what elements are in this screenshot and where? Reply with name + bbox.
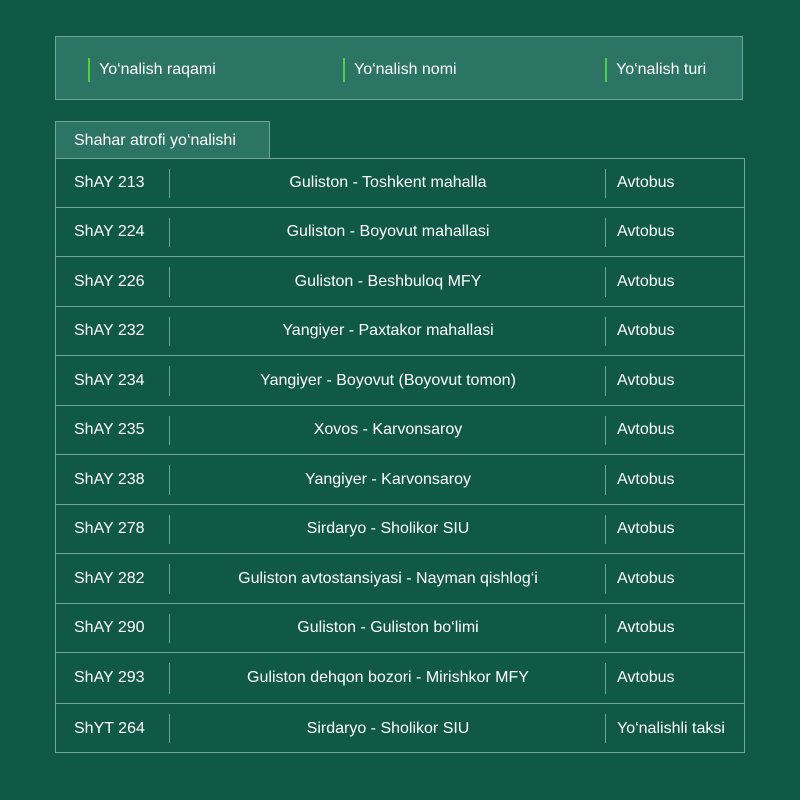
route-type: Avtobus [617,272,675,290]
column-divider [169,366,170,396]
column-divider [605,366,606,396]
routes-table [55,158,745,753]
route-number: ShAY 234 [74,371,145,389]
header-route-number: Yo‘nalish raqami [88,58,216,82]
column-divider [605,515,606,544]
route-number: ShAY 226 [74,272,145,290]
route-type: Avtobus [617,421,675,438]
column-divider [605,465,606,495]
header-route-name: Yo‘nalish nomi [343,58,457,82]
route-name: Guliston - Guliston bo‘limi [297,619,479,636]
route-type: Avtobus [617,223,675,240]
column-divider [605,564,606,594]
table-row [56,604,744,653]
route-number: ShAY 278 [74,520,145,537]
route-name: Yangiyer - Boyovut (Boyovut tomon) [260,371,516,389]
route-name: Sirdaryo - Sholikor SIU [306,520,470,537]
column-divider [169,218,170,247]
column-divider [169,564,170,594]
table-row [56,455,744,505]
table-row [56,159,744,208]
route-name: Guliston dehqon bozori - Mirishkor MFY [247,669,529,686]
column-divider [605,714,606,743]
header-route-type: Yo‘nalish turi [605,58,706,82]
route-number: ShYT 264 [74,719,145,737]
table-row [56,356,744,406]
route-name: Guliston - Boyovut mahallasi [286,223,490,240]
table-header [55,36,743,100]
table-row [56,406,744,455]
route-name: Yangiyer - Paxtakor mahallasi [282,322,494,339]
route-type: Avtobus [617,619,675,636]
route-name: Guliston - Beshbuloq MFY [294,272,482,290]
table-row [56,704,744,753]
route-number: ShAY 290 [74,619,145,636]
table-row [56,653,744,704]
route-number: ShAY 293 [74,669,145,686]
route-type: Avtobus [617,520,675,537]
route-number: ShAY 232 [74,322,145,339]
column-divider [605,663,606,694]
route-name: Yangiyer - Karvonsaroy [305,470,471,488]
column-divider [169,416,170,445]
route-number: ShAY 235 [74,421,145,438]
route-name: Sirdaryo - Sholikor SIU [306,719,470,737]
route-name: Xovos - Karvonsaroy [313,421,463,438]
route-number: ShAY 213 [74,174,145,191]
table-row [56,208,744,257]
route-type: Avtobus [617,174,675,191]
table-row [56,505,744,554]
column-divider [605,614,606,643]
route-type: Avtobus [617,569,675,587]
route-type: Avtobus [617,371,675,389]
column-divider [605,317,606,346]
column-divider [605,267,606,297]
route-number: ShAY 282 [74,569,145,587]
column-divider [605,416,606,445]
route-number: ShAY 238 [74,470,145,488]
column-divider [605,218,606,247]
route-name: Guliston avtostansiyasi - Nayman qishlog‘i [238,569,538,587]
column-divider [169,465,170,495]
table-row [56,257,744,307]
route-name: Guliston - Toshkent mahalla [289,174,487,191]
section-tab-suburban[interactable]: Shahar atrofi yo‘nalishi [55,121,270,159]
column-divider [169,714,170,743]
route-type: Yo‘nalishli taksi [617,719,725,737]
column-divider [169,663,170,694]
route-number: ShAY 224 [74,223,145,240]
table-row [56,554,744,604]
route-type: Avtobus [617,669,675,686]
column-divider [169,317,170,346]
column-divider [169,515,170,544]
column-divider [169,614,170,643]
column-divider [169,169,170,198]
route-type: Avtobus [617,470,675,488]
table-row [56,307,744,356]
route-type: Avtobus [617,322,675,339]
column-divider [169,267,170,297]
column-divider [605,169,606,198]
